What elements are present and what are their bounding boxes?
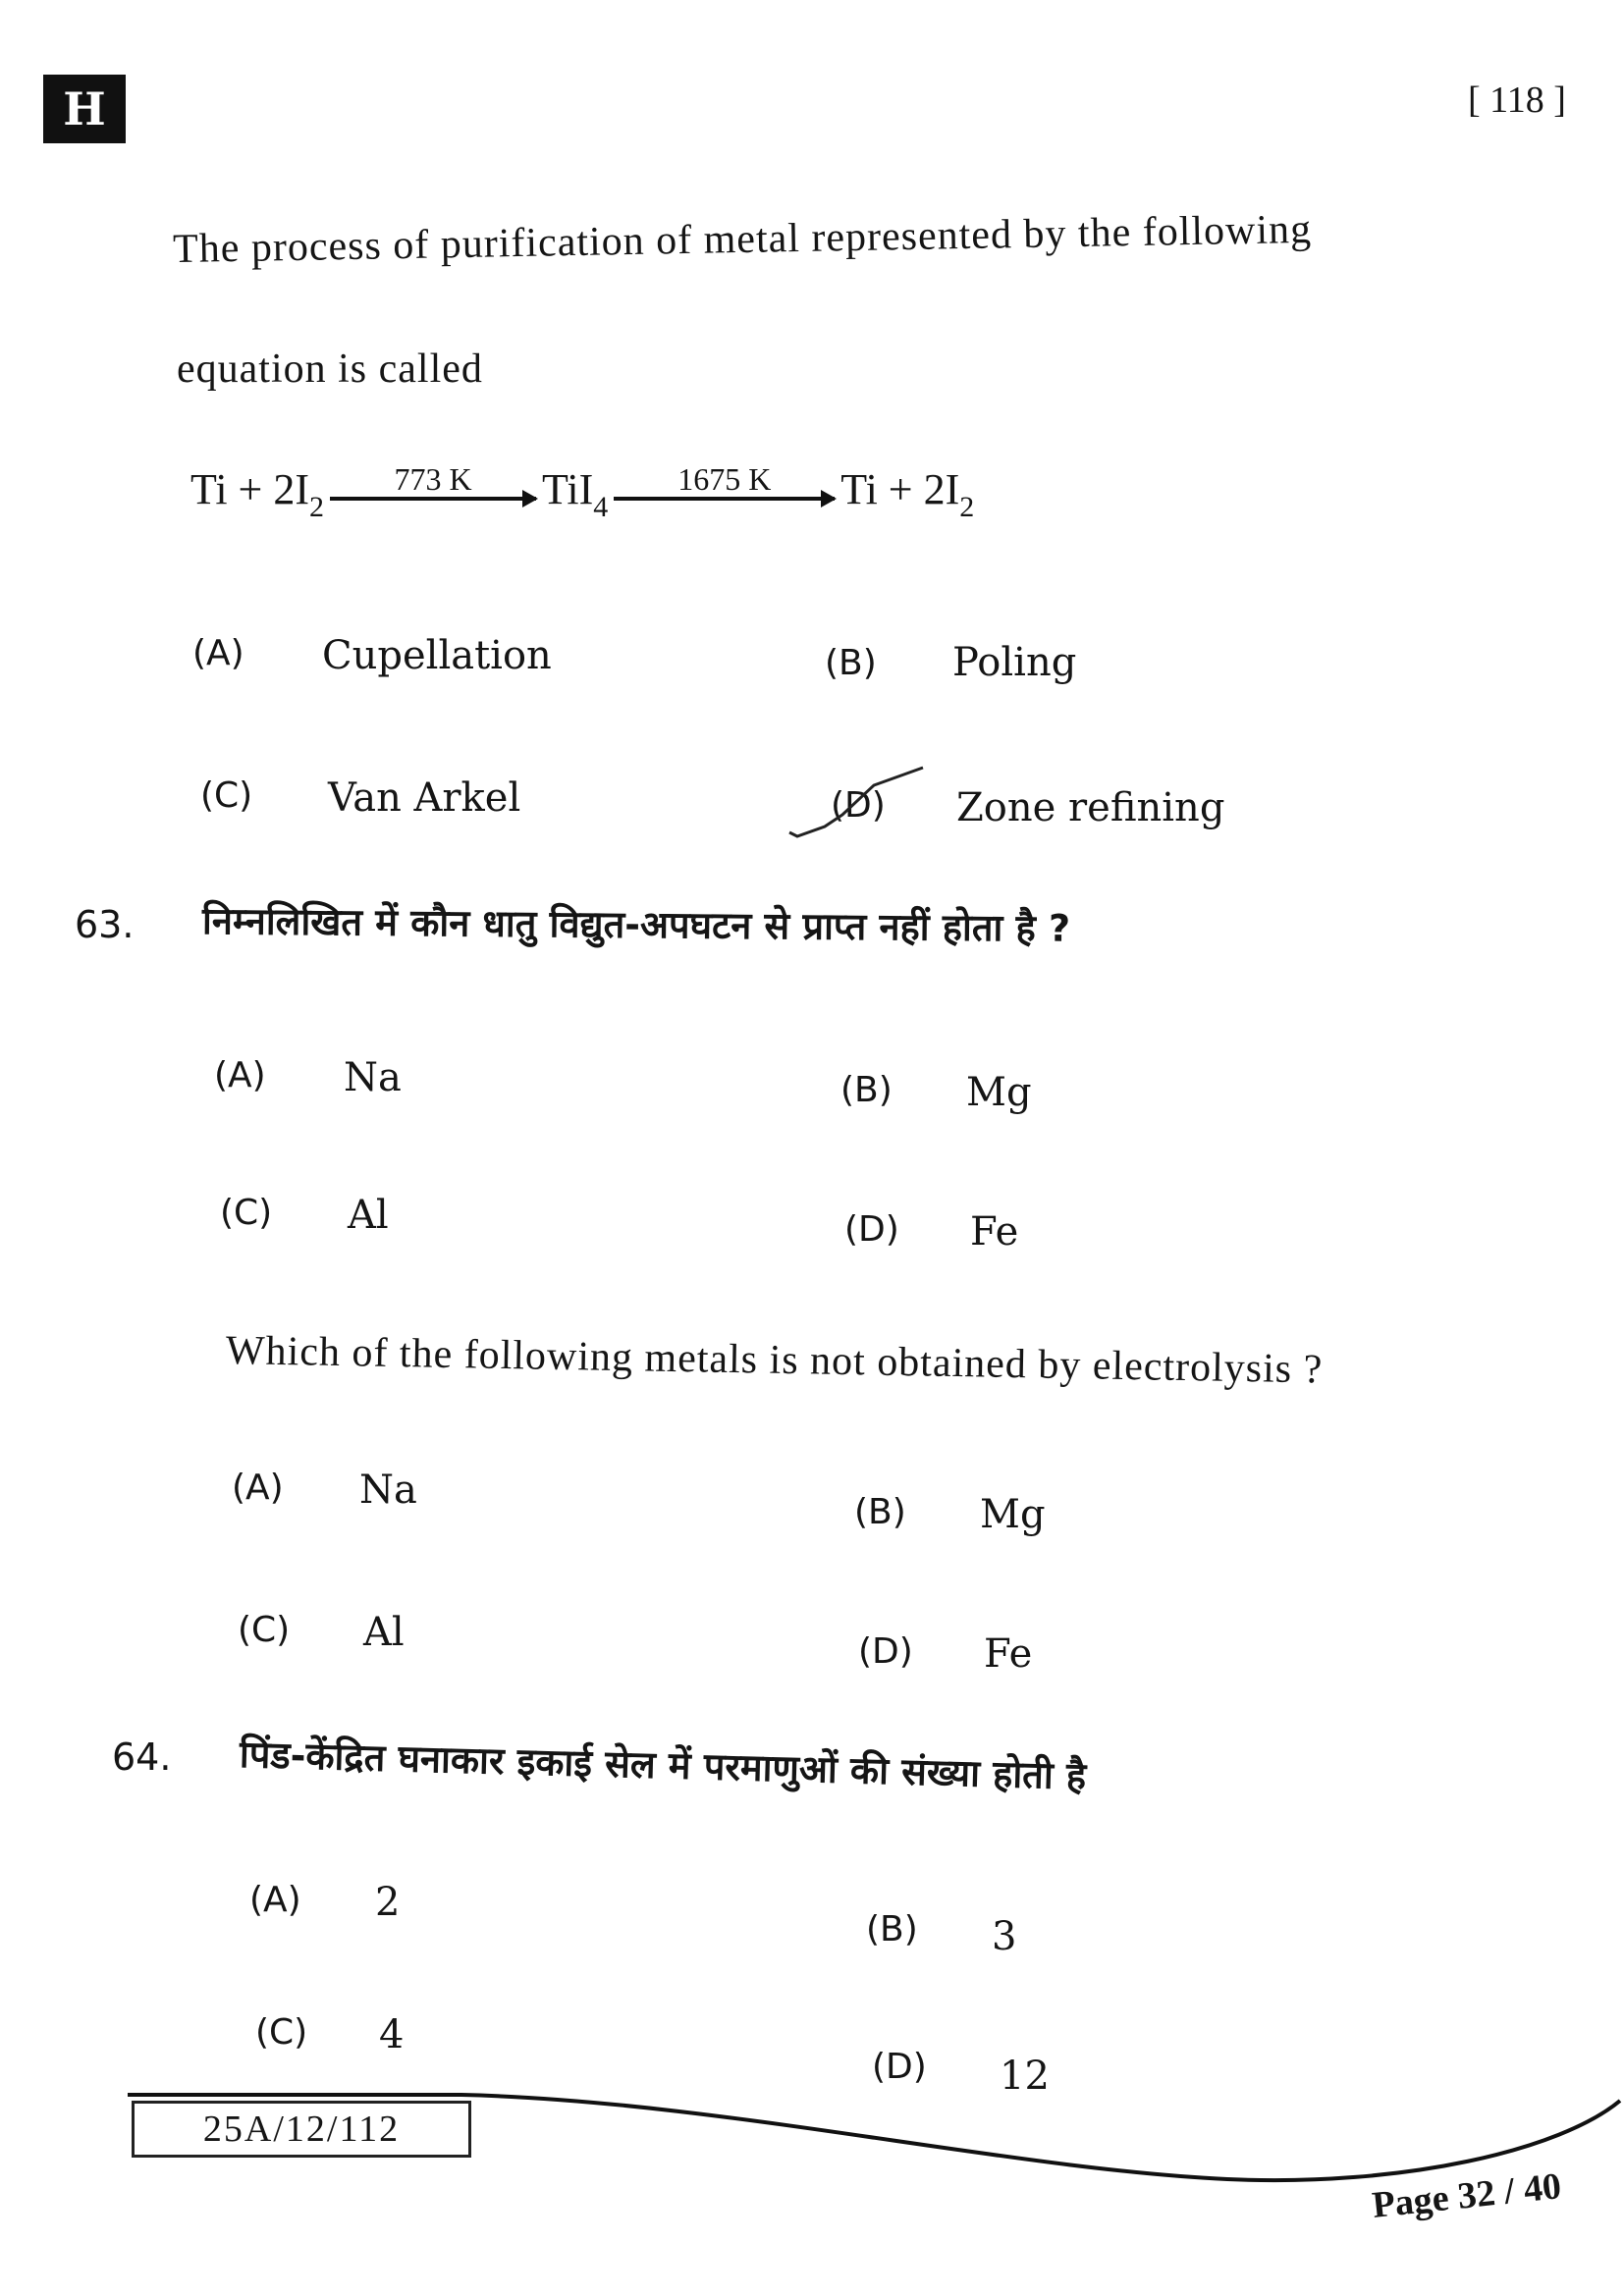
section-badge: H (43, 75, 126, 143)
option-a[interactable]: Na (359, 1468, 417, 1513)
option-label: (C) (220, 1193, 273, 1233)
option-label: (A) (214, 1055, 266, 1095)
option-c[interactable]: Al (348, 1193, 389, 1238)
option-b[interactable]: 3 (992, 1914, 1017, 1959)
eq-intermediate: TiI (542, 465, 594, 513)
option-label: (A) (232, 1468, 284, 1508)
option-label: (C) (255, 2012, 308, 2053)
option-a[interactable]: Na (344, 1055, 402, 1100)
option-label: (B) (840, 1070, 893, 1110)
option-d[interactable]: 12 (1000, 2054, 1050, 2099)
question-text-english: Which of the following metals is not obtained by electrolysis ? (225, 1328, 1324, 1393)
question-number: 64. (112, 1735, 172, 1779)
option-c[interactable]: Van Arkel (328, 775, 521, 821)
paper-code: 25A/12/112 (132, 2101, 471, 2158)
option-label: (B) (866, 1909, 918, 1949)
option-d[interactable]: Fe (984, 1631, 1033, 1677)
tick-mark-icon (785, 766, 933, 844)
option-d[interactable]: Fe (970, 1209, 1019, 1255)
reaction-arrow-icon: 773 K (330, 461, 536, 514)
page-number: Page 32 / 40 (1370, 2165, 1563, 2227)
question-text-hindi: निम्नलिखित में कौन धातु विद्युत-अपघटन से प्राप्त नहीं होता है ? (201, 899, 1071, 950)
option-label: (B) (825, 643, 877, 683)
option-label: (D) (858, 1631, 913, 1672)
option-label: (C) (238, 1610, 291, 1650)
option-b[interactable]: Mg (966, 1070, 1032, 1115)
option-a[interactable]: 2 (375, 1880, 401, 1925)
option-label: (C) (200, 775, 253, 816)
option-c[interactable]: Al (363, 1610, 405, 1655)
option-a[interactable]: Cupellation (322, 633, 552, 678)
chemical-equation: Ti + 2I $_2$ 773 K TiI $_4$ 1675 K Ti + 2I $_2$ (190, 461, 975, 523)
option-label: (A) (192, 633, 244, 673)
page-code: [ 118 ] (1468, 80, 1566, 121)
eq-reactant: Ti + 2I (190, 465, 310, 513)
option-d[interactable]: Zone refining (956, 785, 1225, 830)
option-label: (A) (249, 1880, 301, 1920)
question-text-line2: equation is called (177, 347, 483, 392)
eq-product: Ti + 2I (840, 465, 960, 513)
question-text-hindi: पिंड-केंद्रित घनाकार इकाई सेल में परमाणुओं की संख्या होती है (239, 1733, 1087, 1798)
option-label: (D) (844, 1209, 899, 1250)
option-b[interactable]: Poling (952, 640, 1077, 685)
option-label: (B) (854, 1492, 906, 1532)
question-number: 63. (75, 903, 135, 946)
option-c[interactable]: 4 (379, 2012, 405, 2057)
option-b[interactable]: Mg (980, 1492, 1046, 1537)
question-text-line1: The process of purification of metal represented by the following (172, 206, 1313, 273)
option-label: (D) (872, 2047, 927, 2087)
option-label: (D) (831, 785, 886, 826)
reaction-arrow-icon: 1675 K (614, 461, 835, 514)
